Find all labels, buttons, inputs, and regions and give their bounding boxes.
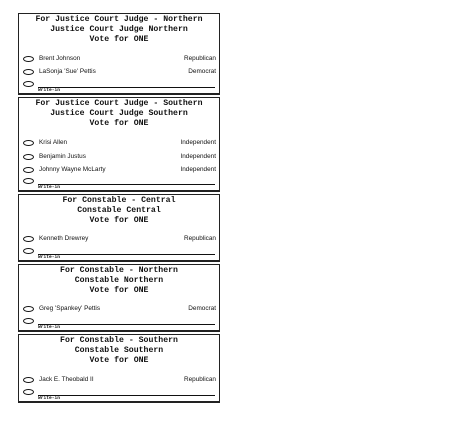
write-in-label: Write-in bbox=[38, 396, 61, 401]
contest-office: Constable Southern bbox=[74, 346, 164, 355]
vote-oval[interactable] bbox=[23, 248, 34, 254]
candidate-party: Republican bbox=[184, 55, 216, 62]
candidate-row[interactable] bbox=[19, 375, 219, 387]
vote-instruction: Vote for ONE bbox=[89, 286, 149, 295]
contest-header bbox=[19, 14, 219, 45]
candidate-name: LaSonja 'Sue' Pettis bbox=[39, 68, 96, 75]
vote-oval[interactable] bbox=[23, 81, 34, 87]
contest-constable-northern bbox=[18, 264, 220, 332]
vote-oval[interactable] bbox=[23, 69, 34, 75]
write-in-line[interactable] bbox=[38, 324, 215, 325]
write-in-label: Write-in bbox=[38, 185, 61, 190]
contest-justice-court-judge-southern bbox=[18, 97, 220, 192]
candidate-party: Republican bbox=[184, 376, 216, 383]
contest-header bbox=[19, 265, 219, 296]
vote-oval[interactable] bbox=[23, 389, 34, 395]
write-in-label: Write-in bbox=[38, 255, 61, 260]
write-in-line[interactable] bbox=[38, 184, 215, 185]
vote-oval[interactable] bbox=[23, 306, 34, 312]
candidate-row[interactable] bbox=[19, 54, 219, 66]
vote-oval[interactable] bbox=[23, 140, 34, 146]
vote-oval[interactable] bbox=[23, 167, 34, 173]
candidate-party: Republican bbox=[184, 235, 216, 242]
contest-justice-court-judge-northern bbox=[18, 13, 220, 95]
write-in-row[interactable] bbox=[19, 388, 219, 402]
contest-title: For Constable - Northern bbox=[60, 266, 178, 275]
candidate-party: Independent bbox=[180, 139, 216, 146]
candidate-party: Independent bbox=[180, 166, 216, 173]
vote-oval[interactable] bbox=[23, 377, 34, 383]
ballot bbox=[18, 13, 220, 405]
vote-oval[interactable] bbox=[23, 236, 34, 242]
candidate-row[interactable] bbox=[19, 67, 219, 79]
contest-office: Justice Court Judge Southern bbox=[50, 109, 188, 118]
contest-constable-central bbox=[18, 194, 220, 262]
candidate-party: Democrat bbox=[188, 68, 216, 75]
candidate-name: Benjamin Justus bbox=[39, 153, 86, 160]
write-in-row[interactable] bbox=[19, 247, 219, 261]
write-in-label: Write-in bbox=[38, 325, 61, 330]
contest-title: For Constable - Central bbox=[62, 196, 176, 205]
candidate-name: Jack E. Theobald II bbox=[39, 376, 94, 383]
contest-title: For Justice Court Judge - Northern bbox=[35, 15, 203, 24]
write-in-line[interactable] bbox=[38, 395, 215, 396]
candidate-row[interactable] bbox=[19, 152, 219, 164]
contest-office: Constable Central bbox=[77, 206, 161, 215]
contest-office: Justice Court Judge Northern bbox=[50, 25, 188, 34]
candidate-row[interactable] bbox=[19, 304, 219, 316]
candidate-name: Krisi Allen bbox=[39, 139, 68, 146]
contest-title: For Justice Court Judge - Southern bbox=[35, 99, 203, 108]
candidate-party: Democrat bbox=[188, 305, 216, 312]
contest-constable-southern bbox=[18, 334, 220, 403]
candidate-row[interactable] bbox=[19, 138, 219, 150]
vote-oval[interactable] bbox=[23, 318, 34, 324]
write-in-label: Write-in bbox=[38, 88, 61, 93]
candidate-row[interactable] bbox=[19, 165, 219, 177]
write-in-row[interactable] bbox=[19, 177, 219, 191]
vote-oval[interactable] bbox=[23, 56, 34, 62]
vote-instruction: Vote for ONE bbox=[89, 216, 149, 225]
contest-header bbox=[19, 98, 219, 129]
vote-instruction: Vote for ONE bbox=[89, 35, 149, 44]
vote-oval[interactable] bbox=[23, 154, 34, 160]
candidate-name: Johnny Wayne McLarty bbox=[39, 166, 106, 173]
candidate-row[interactable] bbox=[19, 234, 219, 246]
write-in-row[interactable] bbox=[19, 80, 219, 94]
contest-header bbox=[19, 335, 219, 366]
vote-oval[interactable] bbox=[23, 178, 34, 184]
write-in-line[interactable] bbox=[38, 87, 215, 88]
contest-title: For Constable - Southern bbox=[60, 336, 178, 345]
contest-header bbox=[19, 195, 219, 226]
write-in-row[interactable] bbox=[19, 317, 219, 331]
candidate-party: Independent bbox=[180, 153, 216, 160]
candidate-name: Greg 'Spankey' Pettis bbox=[39, 305, 101, 312]
candidate-name: Brent Johnson bbox=[39, 55, 81, 62]
vote-instruction: Vote for ONE bbox=[89, 356, 149, 365]
vote-instruction: Vote for ONE bbox=[89, 119, 149, 128]
contest-office: Constable Northern bbox=[74, 276, 164, 285]
write-in-line[interactable] bbox=[38, 254, 215, 255]
candidate-name: Kenneth Drewrey bbox=[39, 235, 89, 242]
